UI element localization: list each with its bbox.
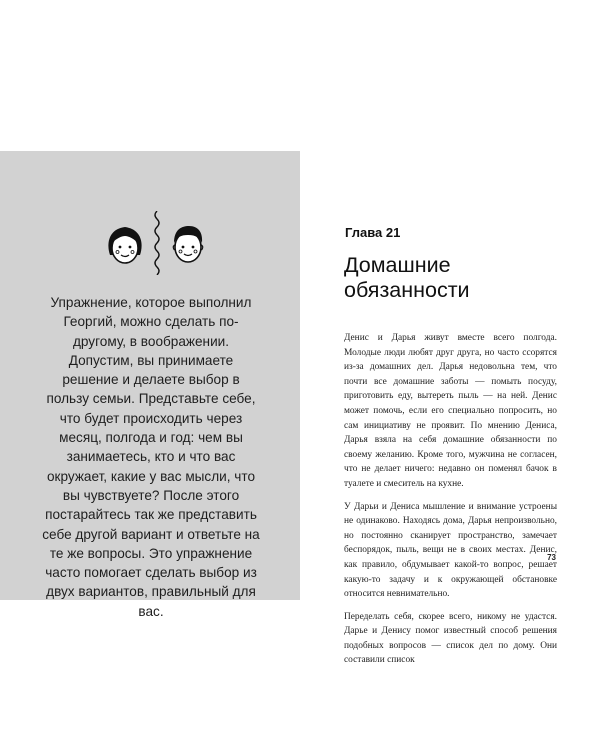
body-text bbox=[344, 331, 557, 676]
chapter-title: Домашние обязанности bbox=[344, 253, 470, 302]
woman-face-icon bbox=[103, 221, 147, 269]
sidebar-paragraph: Упражнение, которое выполнил Георгий, можно сделать по-другому, в воображении. Допустим, вы принимаете решение и делаете выбор в пользу семьи. Представьте себе, что будет происходить через месяц, полгода и год: чем вы занимаетесь, кто и что вас окружает, какие у вас мысли, что вы чувствуете? После этого постарайтесь так же представить себе другой вариант и ответьте на те же вопросы. Это упражнение часто помогает сделать выбор из двух вариантов, правильный для вас. bbox=[42, 295, 260, 619]
body-paragraph-3: Переделать себя, скорее всего, никому не удастся. Дарье и Денису помог известный способ решения подобных вопросов — список дел по дому. Они составили список bbox=[344, 611, 557, 666]
sidebar-text bbox=[40, 293, 262, 621]
right-page bbox=[300, 0, 600, 750]
page-number: 73 bbox=[547, 553, 556, 562]
chapter-label: Глава 21 bbox=[345, 225, 401, 240]
body-paragraph-1: Денис и Дарья живут вместе всего полгода. Молодые люди любят друг друга, но часто ссорятся из-за домашних дел. Дарья недовольна тем, что почти все домашние заботы — помыть посуду, приготовить еду, вытереть пыль — на ней. Денис может помочь, если его специально попросить, но сам инициативу не проявит. По мнению Дениса, Дарья взяла на себя домашние обязанности по своему желанию. Кроме того, мужчина не согласен, что не делает ничего: недавно он поменял бачок в туалете и смеситель на кухне. bbox=[344, 333, 557, 489]
illustration bbox=[0, 211, 300, 281]
man-face-icon bbox=[168, 221, 208, 269]
left-page-sidebar bbox=[0, 151, 300, 619]
wavy-divider-icon bbox=[150, 211, 164, 275]
body-paragraph-2: У Дарьи и Дениса мышление и внимание устроены не одинаково. Находясь дома, Дарья непроизвольно, но постоянно сканирует пространство, замечает беспорядок, пыль, вещи не в своих местах. Денис, как правило, обдумывает какой-то вопрос, решает какую-то задачу и к окружающей обстановке относится невнимательно. bbox=[344, 501, 557, 600]
